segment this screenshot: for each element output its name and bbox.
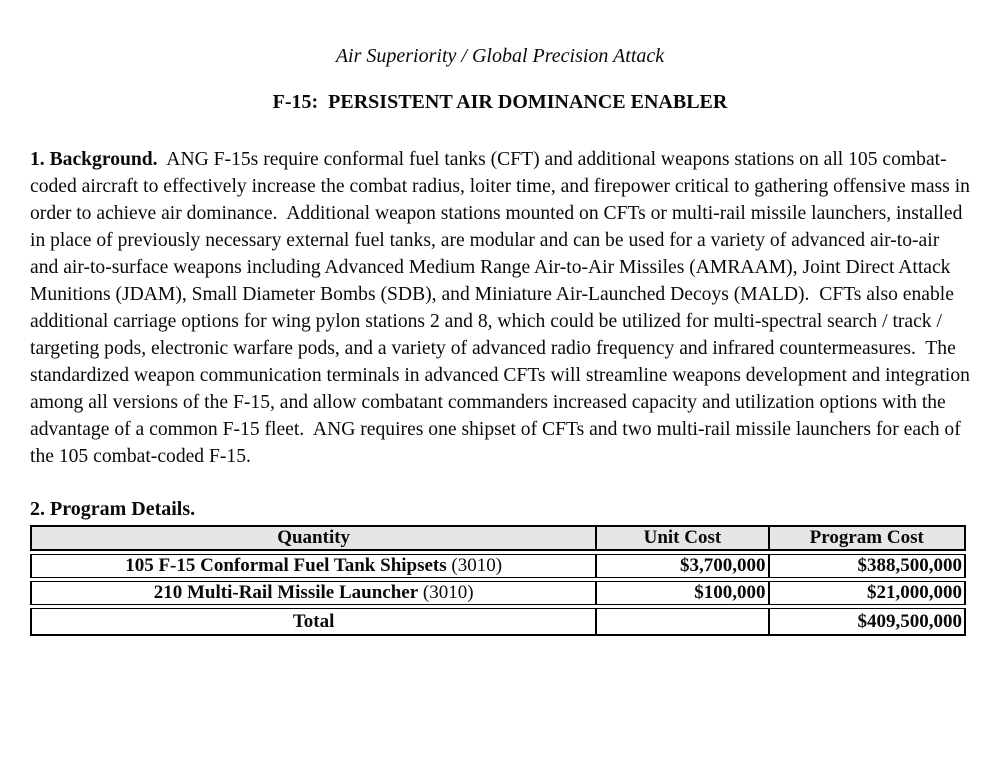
program-cost-cell: $388,500,000: [769, 554, 967, 578]
table-row-cft-shipsets: [30, 554, 966, 578]
table-total-row: [30, 608, 966, 636]
background-paragraph: [30, 146, 975, 470]
unit-cost-cell: $3,700,000: [596, 554, 768, 578]
background-heading: 1. Background.: [30, 149, 158, 170]
item-note: (3010): [418, 582, 474, 603]
item-cell: [30, 581, 596, 605]
background-text: ANG F-15s require conformal fuel tanks (CFT) and additional weapons stations on all 105 combat-coded aircraft to effectively increase the combat radius, loiter time, and firepower critical to gathering offensive mass in order to achieve air dominance. Additional weapon stations mounted on CFTs or multi-rail missile launchers, installed in place of previously necessary external fuel tanks, are modular and can be used for a variety of advanced air-to-air and air-to-surface weapons including Advanced Medium Range Air-to-Air Missiles (AMRAAM), Joint Direct Attack Munitions (JDAM), Small Diameter Bombs (SDB), and Miniature Air-Launched Decoys (MALD). CFTs also enable additional carriage options for wing pylon stations 2 and 8, which could be utilized for multi-spectral search / track / targeting pods, electronic warfare pods, and a variety of advanced radio frequency and infrared countermeasures. The standardized weapon communication terminals in advanced CFTs will streamline weapons development and integration among all versions of the F-15, and allow combatant commanders increased capacity and utilization options with the advantage of a common F-15 fleet. ANG requires one shipset of CFTs and two multi-rail missile launchers for each of the 105 combat-coded F-15.: [30, 149, 975, 467]
program-cost-cell: $21,000,000: [769, 581, 967, 605]
column-header-program-cost: Program Cost: [769, 525, 967, 551]
table-header-row: [30, 525, 966, 551]
doc-title: F-15: PERSISTENT AIR DOMINANCE ENABLER: [272, 91, 728, 113]
item-name: 105 F-15 Conformal Fuel Tank Shipsets: [125, 555, 447, 576]
total-label-cell: Total: [30, 608, 596, 636]
item-note: (3010): [446, 555, 503, 576]
column-header-unit-cost: Unit Cost: [596, 525, 768, 551]
table-row-missile-launcher: [30, 581, 966, 605]
document-page: [0, 44, 1000, 764]
program-details-heading: 2. Program Details.: [30, 498, 196, 520]
total-unit-cost-cell: [596, 608, 768, 636]
column-header-quantity: Quantity: [30, 525, 596, 551]
program-details-table: [30, 522, 966, 639]
doc-subtitle: Air Superiority / Global Precision Attack: [335, 45, 665, 67]
unit-cost-cell: $100,000: [596, 581, 768, 605]
item-name: 210 Multi-Rail Missile Launcher: [153, 582, 419, 603]
total-program-cost-cell: $409,500,000: [769, 608, 967, 636]
item-cell: [30, 554, 596, 578]
